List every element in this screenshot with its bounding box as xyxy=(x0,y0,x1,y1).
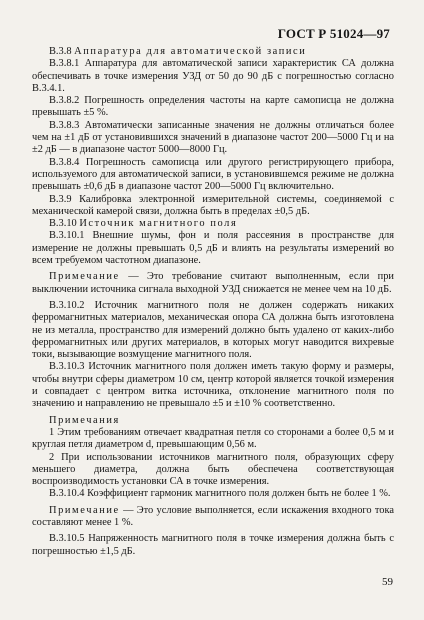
paragraph-number: В.3.10.1 xyxy=(49,230,85,242)
paragraph-text: Коэффициент гармоник магнитного поля должен быть не более 1 %. xyxy=(87,488,391,500)
paragraph-number: В.3.9 xyxy=(49,193,72,205)
paragraph-note4 xyxy=(32,505,394,530)
standard-header: ГОСТ Р 51024—97 xyxy=(277,26,390,41)
paragraph-b383 xyxy=(32,120,394,157)
paragraph-note2 xyxy=(32,427,394,452)
paragraph-number: В.3.8.3 xyxy=(49,119,80,131)
paragraph-text: Источник магнитного поля должен иметь такую форму и размеры, чтобы внутри сферы диаметром 10 см, центр которой является точкой измерения и совпадает с центром витка источника, отклонение магнитного поля по значению и направлению не превышало ±5 и ±10 % соответственно. xyxy=(32,361,394,410)
paragraph-b38_heading xyxy=(32,46,394,58)
paragraph-note1 xyxy=(32,271,394,296)
page-number: 59 xyxy=(382,576,393,588)
paragraph-notes_heading xyxy=(32,415,394,427)
spaced-heading: Примечания xyxy=(49,414,120,426)
paragraph-b3105 xyxy=(32,533,394,558)
paragraph-number: В.3.10.3 xyxy=(49,361,85,373)
paragraph-number: В.3.10.2 xyxy=(49,299,85,311)
spaced-heading: Примечание xyxy=(49,271,120,283)
paragraph-number: В.3.10.4 xyxy=(49,488,85,500)
paragraph-note3 xyxy=(32,452,394,489)
paragraph-text: Источник магнитного поля не должен содержать никаких ферромагнитных материалов, механическая опора СА должна быть изготовлена не из металла, пространство для измерений должно быть удалено от каких-либо ферромагнитных или других материалов, в которых могут наводится вихревые токи, вызывающие возмущение магнитного поля. xyxy=(32,299,394,361)
spaced-heading: Примечание xyxy=(49,504,120,516)
paragraph-b39 xyxy=(32,194,394,219)
spaced-heading: Источник магнитного поля xyxy=(79,218,238,230)
paragraph-b381 xyxy=(32,58,394,95)
paragraph-b3102 xyxy=(32,300,394,361)
paragraph-text: Внешние шумы, фон и поля рассеяния в пространстве для измерение не должны превышать 0,5 дБ и влиять на результаты измерений во всем требуемом частотном диапазоне. xyxy=(32,230,394,267)
paragraph-text: Погрешность самописца или другого регистрирующего прибора, используемого для автоматической записи, в установившемся режиме не должна превышать ±0,6 дБ в диапазоне частот 200—5000 Гц включительно. xyxy=(32,156,394,193)
paragraph-text: Калибровка электронной измерительной системы, соединяемой с механической камерой связи, должна быть в пределах ±0,5 дБ. xyxy=(32,193,394,217)
paragraph-text: Аппаратура для автоматической записи характеристик СА должна обеспечивать в точке измерения УЗД от 50 до 90 дБ с погрешностью согласно В.3.4.1. xyxy=(32,58,394,94)
paragraph-text: 2 При использовании источников магнитного поля, образующих сферу меньшего диаметра, должна быть обеспечена соответствующая воспроизводимость установки СА в точке измерения. xyxy=(32,451,394,488)
document-body xyxy=(32,46,394,558)
paragraph-number: В.3.8.4 xyxy=(49,156,80,168)
paragraph-number: В.3.10.5 xyxy=(49,533,85,545)
paragraph-b3104 xyxy=(32,488,394,500)
paragraph-b382 xyxy=(32,95,394,120)
paragraph-text: Напряженность магнитного поля в точке измерения должна быть с погрешностью ±1,5 дБ. xyxy=(32,533,394,557)
paragraph-number: В.3.8.2 xyxy=(49,95,80,107)
paragraph-number: В.3.10 xyxy=(49,218,77,230)
paragraph-b384 xyxy=(32,157,394,194)
paragraph-b3103 xyxy=(32,361,394,410)
paragraph-b310_heading xyxy=(32,218,394,230)
spaced-heading: Аппаратура для автоматической записи xyxy=(74,46,307,57)
paragraph-number: В.3.8.1 xyxy=(49,58,80,70)
paragraph-text: 1 Этим требованиям отвечает квадратная петля со сторонами a более 0,5 м и круглая петля диаметром d, превышающим 0,56 м. xyxy=(32,426,394,451)
paragraph-number: В.3.8 xyxy=(49,46,72,57)
paragraph-text: — Это требование считают выполненным, если при выключении источника сигнала выходной УЗД снижается не менее чем на 10 дБ. xyxy=(32,271,394,295)
paragraph-b3101 xyxy=(32,230,394,267)
paragraph-text: Автоматически записанные значения не должны отличаться более чем на ±1 дБ от установившихся значений в диапазоне частот 200—5000 Гц и на ±2 дБ — в диапазоне частот 5000—8000 Гц. xyxy=(32,119,394,156)
paragraph-text: — Это условие выполняется, если искажения входного тока составляют менее 1 %. xyxy=(32,504,394,528)
paragraph-text: Погрешность определения частоты на карте самописца не должна превышать ±5 %. xyxy=(32,95,394,119)
